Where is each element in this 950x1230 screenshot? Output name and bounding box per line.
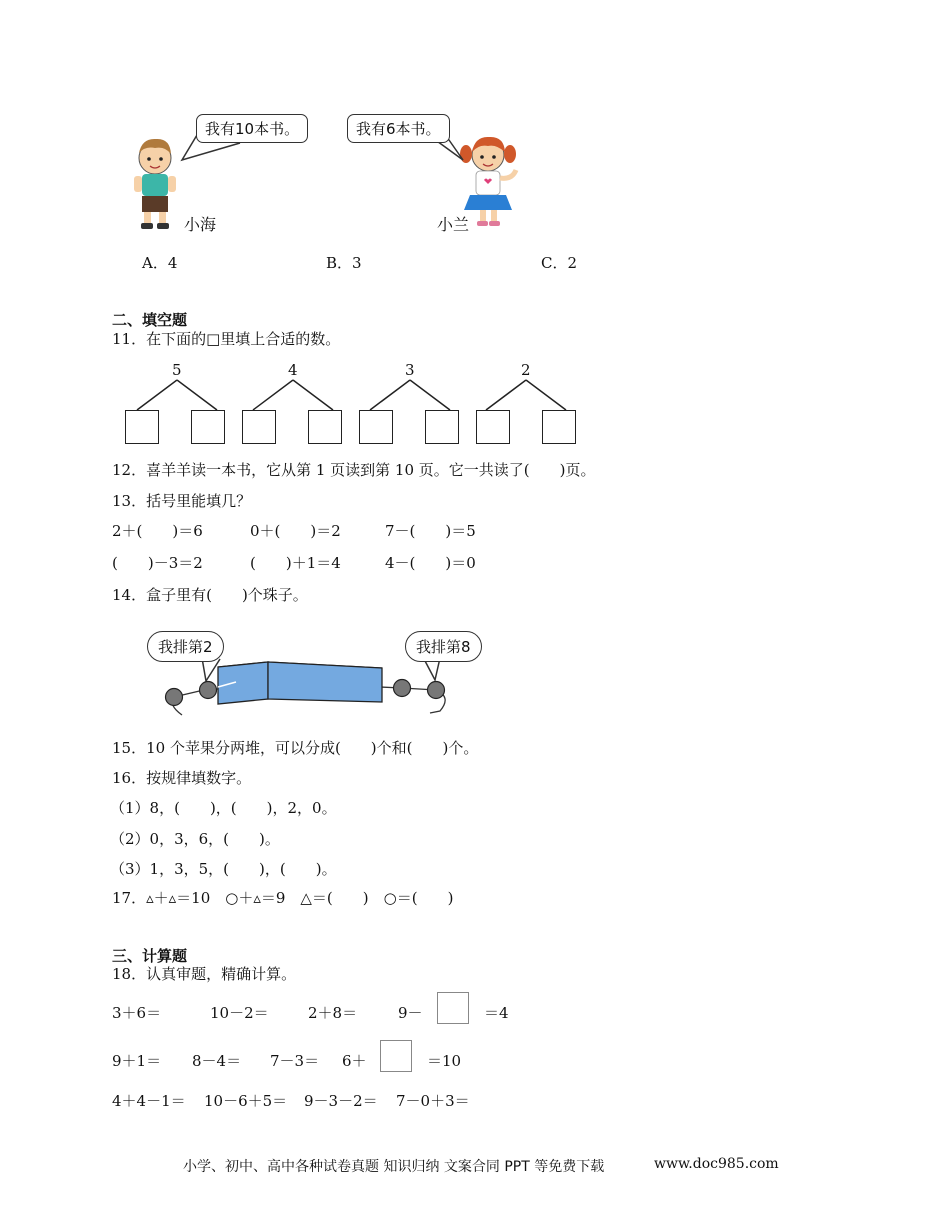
calc-7: 7－3＝ <box>270 1052 320 1070</box>
calc-8-box[interactable] <box>380 1040 412 1072</box>
bond-top-4: 2 <box>521 361 531 379</box>
q11-bond-lines <box>120 378 590 414</box>
bond-box-1a[interactable] <box>125 410 159 444</box>
boy-name: 小海 <box>184 215 217 234</box>
q13-eq-5: ( )＋1＝4 <box>250 554 341 572</box>
calc-1: 3＋6＝ <box>112 1004 162 1022</box>
q12-text: 12．喜羊羊读一本书，它从第 1 页读到第 10 页。它一共读了( )页。 <box>112 461 596 479</box>
boy-speech-bubble: 我有10本书。 <box>196 114 308 143</box>
q15-text: 15．10 个苹果分两堆，可以分成( )个和( )个。 <box>112 739 479 757</box>
bond-top-1: 5 <box>172 361 182 379</box>
section3-title: 三、计算题 <box>112 947 188 965</box>
bond-top-3: 3 <box>405 361 415 379</box>
option-a[interactable]: A．4 <box>142 254 178 272</box>
calc-2: 10－2＝ <box>210 1004 269 1022</box>
bond-box-4b[interactable] <box>542 410 576 444</box>
footer-text: 小学、初中、高中各种试卷真题 知识归纳 文案合同 PPT 等免费下载 <box>183 1159 605 1175</box>
q16-item-2: （2）0，3，6，( )。 <box>110 830 280 848</box>
bond-box-3b[interactable] <box>425 410 459 444</box>
q13-eq-1: 2＋( )＝6 <box>112 522 203 540</box>
q13-eq-3: 7－( )＝5 <box>385 522 476 540</box>
calc-12: 7－0＋3＝ <box>396 1092 470 1110</box>
bond-box-1b[interactable] <box>191 410 225 444</box>
calc-4-box[interactable] <box>437 992 469 1024</box>
calc-9: 4＋4－1＝ <box>112 1092 186 1110</box>
q17-text: 17．▵＋▵＝10 ○＋▵＝9 △＝( ) ○＝( ) <box>112 889 454 907</box>
q16-text: 16．按规律填数字。 <box>112 769 252 787</box>
girl-speech-bubble: 我有6本书。 <box>347 114 450 143</box>
calc-5: 9＋1＝ <box>112 1052 162 1070</box>
q16-item-3: （3）1，3，5，( )，( )。 <box>110 860 337 878</box>
option-b[interactable]: B．3 <box>326 254 362 272</box>
q13-eq-2: 0＋( )＝2 <box>250 522 341 540</box>
section2-title: 二、填空题 <box>112 311 188 329</box>
q13-text: 13．括号里能填几？ <box>112 492 252 510</box>
boy-illustration <box>134 139 176 229</box>
option-c[interactable]: C．2 <box>541 254 578 272</box>
q11-text: 11．在下面的□里填上合适的数。 <box>112 330 341 348</box>
bond-box-4a[interactable] <box>476 410 510 444</box>
q13-eq-4: ( )－3＝2 <box>112 554 203 572</box>
calc-6: 8－4＝ <box>192 1052 242 1070</box>
girl-name: 小兰 <box>437 215 470 234</box>
calc-4-right: ＝4 <box>484 1004 509 1022</box>
calc-8-right: ＝10 <box>427 1052 462 1070</box>
footer-url[interactable]: www.doc985.com <box>654 1156 779 1172</box>
q16-item-1: （1）8，( )，( )，2，0。 <box>110 799 337 817</box>
q13-eq-6: 4－( )＝0 <box>385 554 476 572</box>
calc-3: 2＋8＝ <box>308 1004 358 1022</box>
calc-11: 9－3－2＝ <box>304 1092 378 1110</box>
calc-8-left: 6＋ <box>342 1052 367 1070</box>
bond-box-2b[interactable] <box>308 410 342 444</box>
q10-illustration <box>120 108 540 238</box>
calc-4-left: 9－ <box>398 1004 423 1022</box>
bond-top-2: 4 <box>288 361 298 379</box>
q14-right-bubble: 我排第8 <box>405 631 482 662</box>
bond-box-2a[interactable] <box>242 410 276 444</box>
q18-text: 18．认真审题，精确计算。 <box>112 965 297 983</box>
q14-left-bubble: 我排第2 <box>147 631 224 662</box>
bond-box-3a[interactable] <box>359 410 393 444</box>
calc-10: 10－6＋5＝ <box>204 1092 288 1110</box>
q14-text: 14．盒子里有( )个珠子。 <box>112 586 308 604</box>
